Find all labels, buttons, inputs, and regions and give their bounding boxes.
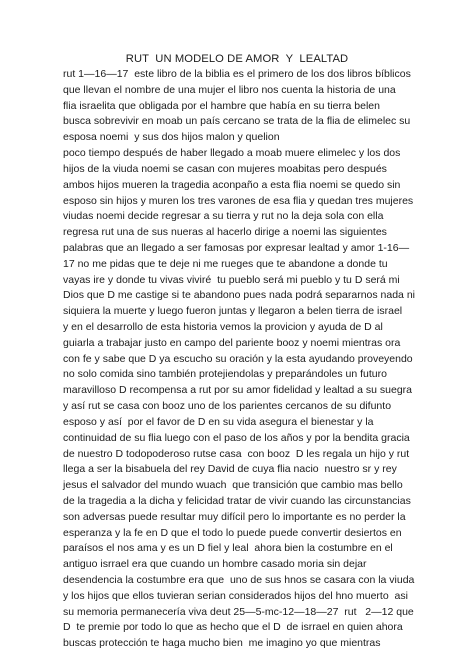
text-line: y en el desarrollo de esta historia vemos la provicion y ayuda de D al xyxy=(63,321,383,333)
text-line: rut 1—16—17 este libro de la biblia es el primero de los dos libros bíblicos xyxy=(63,68,411,80)
text-line: su memoria permanecería viva deut 25—5-mc-12—18—27 rut 2—12 que xyxy=(63,605,414,618)
text-line: hijos de la viuda noemi se casan con mujeres moabitas pero después xyxy=(63,162,387,175)
text-line: siquiera la muerte y luego fueron juntas y llegaron a belen tierra de israel xyxy=(63,305,403,318)
text-line: y los hijos que ellos tuvieran serian considerados hijos del hno muerto asi xyxy=(63,589,408,602)
document-body xyxy=(63,67,423,652)
text-line: continuidad de su flia luego con el paso de los años y por la bendita gracia xyxy=(63,431,410,444)
text-line: con fe y sabe que D ya escucho su oración y la esta ayudando proveyendo xyxy=(63,352,413,365)
text-line: no solo comida sino también protejiendolas y preparándoles un futuro xyxy=(63,368,387,381)
text-line: esposa noemi y sus dos hijos malon y quelion xyxy=(63,131,280,144)
text-line: 17 no me pidas que te deje ni me rueges que te abandone a donde tu xyxy=(63,257,388,270)
text-line: ambos hijos mueren la tragedia aconpaño a esta flia noemi se quedo sin xyxy=(63,178,401,191)
document-title: RUT UN MODELO DE AMOR Y LEALTAD xyxy=(125,53,349,65)
text-line: poco tiempo después de haber llegado a moab muere elimelec y los dos xyxy=(63,147,401,160)
text-line: viudas noemi decide regresar a su tierra y rut no la deja sola con ella xyxy=(63,210,384,223)
text-line: guiarla a trabajar justo en campo del pariente booz y noemi mientras ora xyxy=(63,336,401,349)
text-line: maravilloso D recompensa a rut por su amor fidelidad y lealtad a su suegra xyxy=(63,384,413,397)
text-line: son adversas puede resultar muy difícil pero lo importante es no perder la xyxy=(63,510,406,523)
text-line: de la tragedia a la dicha y felicidad tratar de vivir cuando las circunstancias xyxy=(63,494,411,507)
text-line: llega a ser la bisabuela del rey David de cuya flia nacio nuestro sr y rey xyxy=(63,463,397,476)
text-line: busca sobrevivir en moab un país cercano se trata de la flia de elimelec su xyxy=(63,115,411,128)
text-line: regresa rut una de sus nueras al hacerlo dirige a noemi las siguientes xyxy=(63,226,387,239)
text-line: D te premie por todo lo que as hecho que el D de isrrael en quien ahora xyxy=(63,621,403,634)
text-line: Dios que D me castige si te abandono pues nada podrá separarnos nada ni xyxy=(63,289,415,302)
text-line: paraísos el nos ama y es un D fiel y leal ahora bien la costumbre en el xyxy=(63,542,393,555)
text-line: antiguo isrrael era que cuando un hombre casado moria sin dejar xyxy=(63,558,367,571)
text-line: esperanza y la fe en D que el todo lo puede puede convertir desiertos en xyxy=(63,526,402,539)
text-line: esposo y así por el favor de D en su vida asegura el bienestar y la xyxy=(63,415,374,428)
text-line: palabras que an llegado a ser famosas por expresar lealtad y amor 1-16— xyxy=(63,241,410,254)
text-line: jesus el salvador del mundo wuach que transición que cambio mas bello xyxy=(63,479,403,492)
text-line: y así rut se casa con booz uno de los parientes cercanos de su difunto xyxy=(63,400,392,413)
text-line: desendencia la costumbre era que uno de sus hnos se casara con la viuda xyxy=(63,574,415,586)
text-line: de nuestro D todopoderoso rutse casa con booz D les regala un hijo y rut xyxy=(63,447,410,460)
text-line: buscas protección te haga mucho bien me imagino yo que mientras xyxy=(63,637,381,650)
text-line: esposo sin hijos y muren los tres varones de esa flia y quedan tres mujeres xyxy=(63,194,414,207)
text-line: flia israelita que obligada por el hambre que había en su tierra belen xyxy=(63,99,380,112)
text-line: vayas ire y donde tu vivas viviré tu pueblo será mi pueblo y tu D será mi xyxy=(63,273,400,286)
text-line: que llevan el nombre de una mujer el libro nos cuenta la historia de una xyxy=(63,83,396,96)
